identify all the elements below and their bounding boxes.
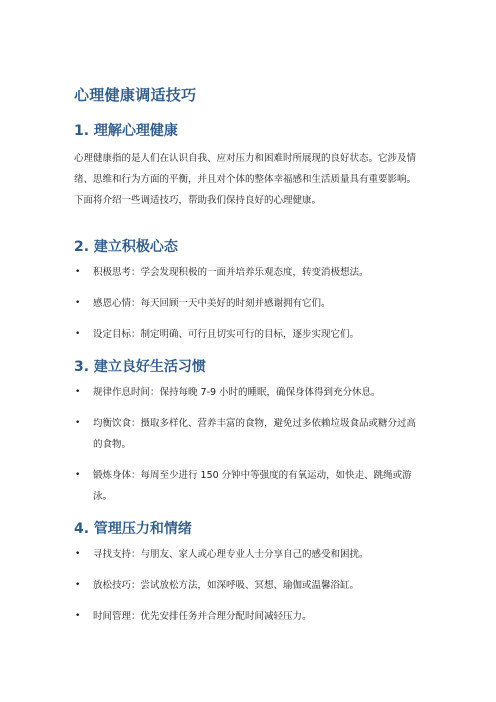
list-item xyxy=(0,293,423,314)
list-item xyxy=(0,262,423,283)
list-item-text: 放松技巧：尝试放松方法，如深呼吸、冥想、瑜伽或温馨浴缸。 xyxy=(93,580,360,591)
document-title: 心理健康调适技巧 xyxy=(74,86,197,104)
bullet-icon: • xyxy=(75,298,81,308)
list-item xyxy=(0,465,423,507)
list-item-text: 积极思考：学会发现积极的一面并培养乐观态度，转变消极想法。 xyxy=(93,267,369,278)
list-item-text: 规律作息时间：保持每晚 7-9 小时的睡眠，确保身体得到充分休息。 xyxy=(93,387,381,398)
list-item-text: 锻炼身体：每周至少进行 150 分钟中等强度的有氧运动，如快走、跳绳或游泳。 xyxy=(93,470,412,502)
list-item xyxy=(0,544,423,565)
list-item xyxy=(0,413,423,455)
bullet-icon: • xyxy=(75,387,81,397)
bullet-icon: • xyxy=(75,267,81,277)
bullet-icon: • xyxy=(75,611,81,621)
section-heading-3: 3. 建立良好生活习惯 xyxy=(74,359,206,375)
bullet-icon: • xyxy=(75,418,81,428)
section-2-list xyxy=(0,262,496,355)
list-item-text: 均衡饮食：摄取多样化、营养丰富的食物，避免过多依赖垃圾食品或糖分过高的食物。 xyxy=(93,418,417,450)
section-heading-2: 2. 建立积极心态 xyxy=(74,239,178,255)
list-item xyxy=(0,606,423,627)
section-heading-1: 1. 理解心理健康 xyxy=(74,123,178,139)
section-3-list xyxy=(0,382,496,517)
list-item xyxy=(0,382,423,403)
list-item xyxy=(0,324,423,345)
list-item-text: 感恩心情：每天回顾一天中美好的时刻并感谢拥有它们。 xyxy=(93,298,331,309)
list-item xyxy=(0,575,423,596)
bullet-icon: • xyxy=(75,549,81,559)
bullet-icon: • xyxy=(75,580,81,590)
bullet-icon: • xyxy=(75,329,81,339)
section-4-list xyxy=(0,544,496,637)
section-1-paragraph: 心理健康指的是人们在认识自我、应对压力和困难时所展现的良好状态。它涉及情绪、思维和行为方面的平衡，并且对个体的整体幸福感和生活质量具有重要影响。下面将介绍一些调适技巧，帮助我们保持良好的心理健康。 xyxy=(74,153,417,206)
list-item-text: 设定目标：制定明确、可行且切实可行的目标，逐步实现它们。 xyxy=(93,329,360,340)
list-item-text: 寻找支持：与朋友、家人或心理专业人士分享自己的感受和困扰。 xyxy=(93,549,369,560)
section-heading-4: 4. 管理压力和情绪 xyxy=(74,521,192,537)
list-item-text: 时间管理：优先安排任务并合理分配时间减轻压力。 xyxy=(93,611,312,622)
bullet-icon: • xyxy=(75,470,81,480)
